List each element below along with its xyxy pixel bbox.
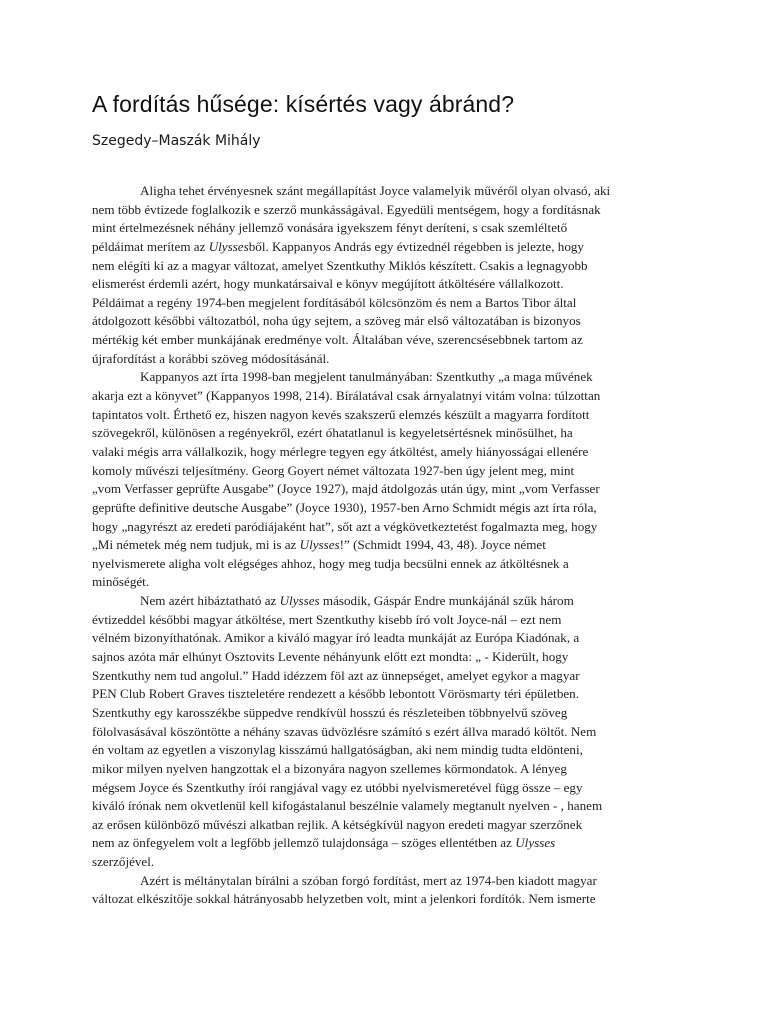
text-run: szövegekről, különösen a regényekről, ezért óhatatlanul is kegyeletsértésnek minősülhet, ha <box>92 425 573 441</box>
text-run: sajnos azóta már elhúnyt Osztovits Levente néhányunk előtt ezt mondta: „ - Kiderült, hogy <box>92 649 569 665</box>
text-line <box>92 555 687 574</box>
text-run: én voltam az egyetlen a viszonylag kisszámú hallgatóságban, aki nem mindig tudta eldönteni, <box>92 742 583 758</box>
text-run: Azért is méltánytalan bírálni a szóban forgó fordítást, mert az 1974-ben kiadott magyar <box>140 872 597 888</box>
text-run: tapintatos volt. Érthető ez, hiszen nagyon kevés szakszerű elemzés készült a magyarra fordított <box>92 406 590 422</box>
text-line <box>92 368 687 387</box>
text-run: Szentkuthy egy karosszékbe süppedve rendkívül hosszú és részleteiben többnyelvű szöveg <box>92 704 568 720</box>
text-line <box>92 890 687 909</box>
text-run: nyelvismerete aligha volt elégséges ahhoz, hogy meg tudja becsülni ennek az átköltésnek a <box>92 555 569 571</box>
text-run: !” (Schmidt 1994, 43, 48). Joyce német <box>339 537 546 553</box>
text-run: elismerést érdemli azért, hogy munkatársaival e könyv megújított átköltésére vállalkozott. <box>92 276 564 292</box>
text-line <box>92 443 687 462</box>
text-run: második, Gáspár Endre munkájánál szűk három <box>319 593 574 609</box>
text-run: évtizeddel későbbi magyar átköltése, mert Szentkuthy kisebb író volt Joyce-nál – ezt nem <box>92 611 562 627</box>
text-line <box>92 387 687 406</box>
text-run: valaki mégis arra vállalkozik, hogy mérlegre tegyen egy átköltést, amely hiányosságai ellenére <box>92 443 589 459</box>
text-line <box>92 872 687 891</box>
text-line <box>92 294 687 313</box>
text-line <box>92 350 687 369</box>
text-run: vélném bizonyíthatónak. Amikor a kiváló magyar író leadta munkáját az Európa Kiadónak, a <box>92 630 580 646</box>
italic-title: Ulysses <box>515 835 556 851</box>
italic-title: Ulysses <box>279 593 320 609</box>
text-run: akarja ezt a könyvet” (Kappanyos 1998, 214). Bírálatával csak árnyalatnyi vitám volna: túlzottan <box>92 388 601 404</box>
text-line <box>92 834 687 853</box>
text-line <box>92 312 687 331</box>
text-line <box>92 797 687 816</box>
text-line <box>92 518 687 537</box>
text-line <box>92 816 687 835</box>
text-run: példáimat merítem az <box>92 238 209 254</box>
text-line <box>92 853 687 872</box>
text-run: minőségét. <box>92 574 150 590</box>
text-line <box>92 201 687 220</box>
text-run: átdolgozott későbbi változatból, noha úgy sejtem, a szöveg már első változatában is bizonyos <box>92 313 581 329</box>
text-run: ből. Kappanyos András egy évtizednél régebben is jelezte, hogy <box>248 238 584 254</box>
text-run: „vom Verfasser geprüfte Ausgabe” (Joyce 1927), majd átdolgozás után úgy, mint „vom Verfasser <box>92 481 600 497</box>
text-line <box>92 779 687 798</box>
text-run: „Mi németek még nem tudjuk, mi is az <box>92 537 300 553</box>
text-line <box>92 723 687 742</box>
text-run: Példáimat a regény 1974-ben megjelent fordításából kölcsönzöm és nem a Bartos Tibor által <box>92 294 577 310</box>
text-run: újrafordítást a korábbi szöveg módosításánál. <box>92 350 330 366</box>
text-run: Szentkuthy nem tud angolul.” Hadd idézzem föl azt az ünnepséget, amelyet egykor a magyar <box>92 667 580 683</box>
body-text <box>92 182 687 909</box>
text-line <box>92 685 687 704</box>
text-line <box>92 611 687 630</box>
text-line <box>92 480 687 499</box>
text-run: mértékig két ember munkájának eredménye volt. Általában véve, szerencsésebbnek tartom az <box>92 332 583 348</box>
text-run: kiváló írónak nem okvetlenül kell kifogástalanul beszélnie valamely megtanult nyelven - , hanem <box>92 798 603 814</box>
paragraph <box>92 592 687 872</box>
text-line <box>92 704 687 723</box>
text-line <box>92 760 687 779</box>
text-line <box>92 406 687 425</box>
text-line <box>92 424 687 443</box>
text-run: az erősen különböző művészi alkatban rejlik. A kétségkívül nagyon eredeti magyar szerzőnek <box>92 816 583 832</box>
text-run: hogy „nagyrészt az eredeti paródiájaként hat”, sőt azt a végkövetkeztetést fogalmazta meg, hogy <box>92 518 598 534</box>
text-line <box>92 741 687 760</box>
paragraph <box>92 368 687 592</box>
paragraph <box>92 182 687 368</box>
text-line <box>92 275 687 294</box>
text-line <box>92 238 687 257</box>
text-run: komoly művészi teljesítmény. Georg Goyert német változata 1927-ben úgy jelent meg, mint <box>92 462 575 478</box>
text-line <box>92 667 687 686</box>
text-line <box>92 499 687 518</box>
text-line <box>92 536 687 555</box>
document-title: A fordítás hűsége: kísértés vagy ábránd? <box>92 91 515 117</box>
text-line <box>92 219 687 238</box>
text-run: nem elégíti ki az a magyar változat, amelyet Szentkuthy Miklós készített. Csakis a legnagyobb <box>92 257 588 273</box>
italic-title: Ulysses <box>299 537 340 553</box>
text-line <box>92 331 687 350</box>
text-line <box>92 629 687 648</box>
text-run: nem több évtizede foglalkozik e szerző munkásságával. Egyedüli mentségem, hogy a fordításnak <box>92 201 601 217</box>
text-run: mikor milyen nyelven hangzottak el a bizonyára nagyon szellemes körmondatok. A lényeg <box>92 760 567 776</box>
text-run: változat elkészítője sokkal hátrányosabb helyzetben volt, mint a jelenkori fordítók. Nem ismerte <box>92 891 596 907</box>
text-run: Nem azért hibáztatható az <box>140 593 280 609</box>
text-run: mint értelmezésnek néhány jellemző vonására igyekszem fényt deríteni, s csak szemléltető <box>92 220 568 236</box>
text-line <box>92 462 687 481</box>
text-run: PEN Club Robert Graves tiszteletére rendezett a később lebontott Vörösmarty téri épületben. <box>92 686 579 702</box>
document-author: Szegedy–Maszák Mihály <box>92 133 261 149</box>
text-line <box>92 648 687 667</box>
text-line <box>92 592 687 611</box>
text-line <box>92 257 687 276</box>
paragraph <box>92 872 687 909</box>
text-run: mégsem Joyce és Szentkuthy írói rangjával vagy ez utóbbi nyelvismeretével függ össze – egy <box>92 779 583 795</box>
text-run: nem az önfegyelem volt a legfőbb jellemző tulajdonsága – szöges ellentétben az <box>92 835 516 851</box>
italic-title: Ulysses <box>208 238 249 254</box>
text-run: geprüfte definitive deutsche Ausgabe” (Joyce 1930), 1957-ben Arno Schmidt mégis azt írta róla, <box>92 499 597 515</box>
text-run: Aligha tehet érvényesnek szánt megállapítást Joyce valamelyik művéről olyan olvasó, aki <box>140 183 611 198</box>
text-line <box>92 182 687 201</box>
text-run: fölolvasásával köszöntötte a néhány szavas üdvözlésre számító s ezért állva maradó költőt. Nem <box>92 723 597 739</box>
text-run: szerzőjével. <box>92 854 155 870</box>
text-run: Kappanyos azt írta 1998-ban megjelent tanulmányában: Szentkuthy „a maga művének <box>140 369 593 385</box>
text-line <box>92 573 687 592</box>
